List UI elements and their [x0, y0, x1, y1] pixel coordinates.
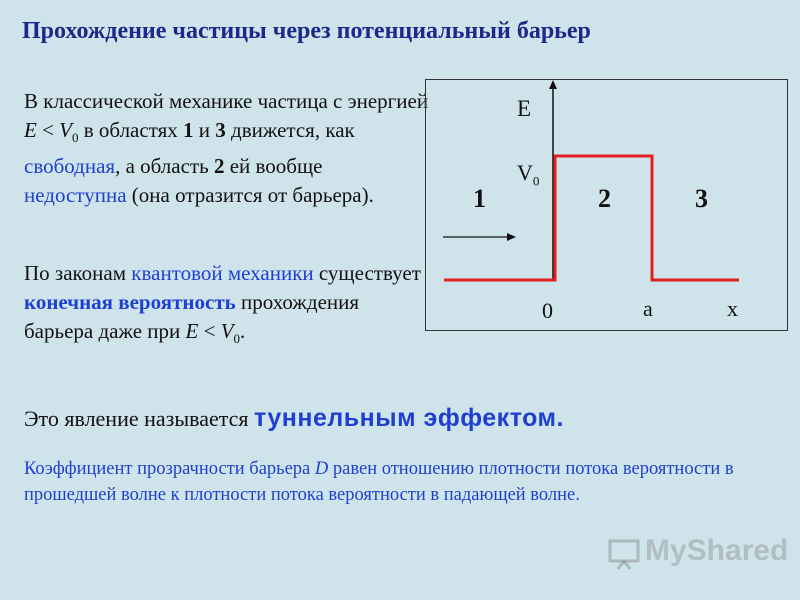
energy-axis-label: E — [517, 96, 532, 121]
region-2-label: 2 — [598, 184, 611, 213]
incident-particle-arrowhead — [507, 233, 516, 241]
classical-paragraph: В классической механике частица с энергией $E < V_0$ в областях 1 и 3 движется, как свободная, а область 2 ей вообще недоступна (она отразится от барьера). — [24, 89, 429, 208]
presentation-board-icon — [608, 538, 642, 575]
watermark-text: MyShared — [645, 534, 789, 567]
quantum-mechanics-highlight: квантовой механики — [131, 261, 314, 285]
free-highlight: свободная — [24, 154, 116, 179]
tunnel-effect-term: туннельным эффектом. — [254, 404, 564, 432]
tunnel-effect-line: Это явление называется туннельным эффектом. — [24, 404, 564, 432]
slide-title: Прохождение частицы через потенциальный барьер — [22, 18, 591, 44]
barrier-diagram — [425, 79, 788, 331]
origin-label: 0 — [542, 298, 553, 323]
quantum-paragraph: По законам квантовой механики существует конечная вероятность прохождения барьера даже при $E < V_0$. — [24, 261, 421, 347]
x-axis-label: x — [727, 296, 738, 321]
potential-barrier-line — [444, 156, 739, 280]
energy-axis-arrowhead — [549, 80, 557, 89]
region-3-label: 3 — [695, 184, 708, 213]
finite-probability-highlight: конечная вероятность — [24, 290, 236, 314]
barrier-height-label: $V_0$ — [517, 160, 540, 189]
barrier-width-label: a — [643, 296, 653, 321]
inaccessible-highlight: недоступна — [24, 183, 127, 208]
transparency-coefficient-paragraph: Коэффициент прозрачности барьера D равен отношению плотности потока вероятности в прошедшей волне к плотности потока вероятности в падающей волне. — [24, 459, 734, 505]
region-1-label: 1 — [473, 184, 486, 213]
